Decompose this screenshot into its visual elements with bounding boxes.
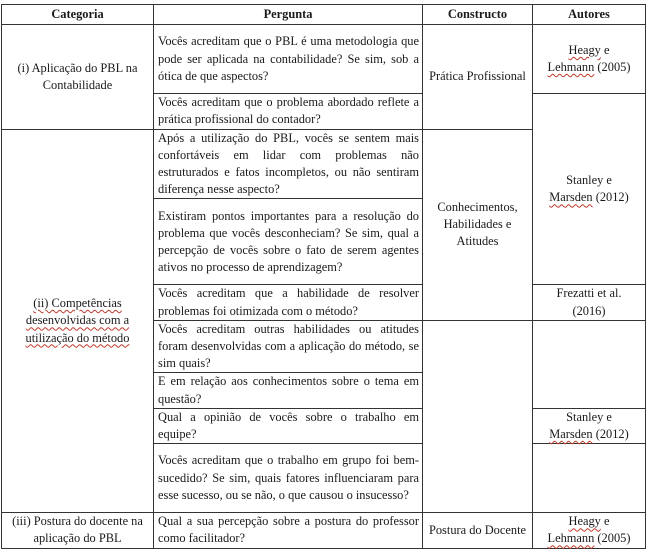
header-row: [2, 5, 646, 25]
question-cell-9: Vocês acreditam que o trabalho em grupo foi bem-sucedido? Se sim, quais fatores influenciaram para esse sucesso, ou se não, o que causou o insucesso?: [154, 444, 423, 513]
author-cell-2: [533, 94, 646, 285]
table-row: [2, 25, 646, 94]
category-cell-2: [2, 129, 154, 513]
author-connector: e: [600, 43, 610, 57]
question-cell-2: Vocês acreditam que o problema abordado reflete a prática profissional do contador?: [154, 94, 423, 129]
author-name: Marsden: [549, 190, 593, 205]
category-cell-1: (i) Aplicação do PBL na Contabilidade: [2, 25, 154, 129]
author-year: (2012): [592, 427, 629, 442]
author-year: (2005): [594, 60, 631, 75]
construct-cell-3: Postura do Docente: [423, 513, 533, 548]
author-cell-empty: [533, 444, 646, 513]
construct-cell-empty: [423, 320, 533, 512]
question-cell-10: Qual a sua percepção sobre a postura do professor como facilitador?: [154, 513, 423, 548]
author-cell-3: [533, 285, 646, 320]
header-autores: Autores: [533, 5, 646, 25]
header-pergunta: Pergunta: [154, 5, 423, 25]
author-cell-1: [533, 25, 646, 94]
author-name: Marsden: [549, 427, 593, 442]
header-constructo: Constructo: [423, 5, 533, 25]
question-cell-8: Qual a opinião de vocês sobre o trabalho em equipe?: [154, 408, 423, 443]
question-cell-6: Vocês acreditam outras habilidades ou atitudes foram desenvolvidas com a aplicação do método, se sim quais?: [154, 320, 423, 373]
question-cell-3: Após a utilização do PBL, vocês se sentem mais confortáveis em lidar com problemas não estruturados e fatos incompletos, ou não sentiram diferença nesse aspecto?: [154, 129, 423, 199]
author-year: (2016): [572, 303, 606, 318]
author-name: Heagy: [568, 514, 601, 529]
header-categoria: Categoria: [2, 5, 154, 25]
author-connector: e: [600, 514, 610, 529]
question-cell-5: Vocês acreditam que a habilidade de resolver problemas foi otimizada com o método?: [154, 285, 423, 320]
author-etal: et al.: [594, 286, 622, 301]
author-connector: e: [603, 409, 612, 424]
author-connector: e: [603, 173, 612, 188]
category-cell-3: (iii) Postura do docente na aplicação do PBL: [2, 513, 154, 548]
construct-cell-1: Prática Profissional: [423, 25, 533, 129]
author-cell-empty: [533, 320, 646, 408]
author-name: Lehmann: [547, 60, 595, 75]
research-questions-table: [1, 4, 646, 549]
question-cell-4: Existiram pontos importantes para a resolução do problema que vocês desconheciam? Se sim, qual a percepção de vocês sobre o fato de serem agentes ativos no processo de aprendizagem?: [154, 199, 423, 285]
author-name: Heagy: [568, 43, 601, 57]
author-name: Stanley: [566, 173, 604, 188]
question-cell-1: Vocês acreditam que o PBL é uma metodologia que pode ser aplicada na contabilidade? Se sim, sob a ótica de que aspectos?: [154, 25, 423, 94]
author-year: (2005): [594, 531, 631, 546]
author-name: Lehmann: [547, 531, 595, 546]
author-name: Stanley: [566, 409, 604, 424]
category-label: (ii) Competências desenvolvidas com a utilização do método: [25, 296, 130, 345]
author-cell-4: [533, 408, 646, 443]
question-cell-7: E em relação aos conhecimentos sobre o tema em questão?: [154, 373, 423, 408]
author-cell-5: [533, 513, 646, 548]
table-row: [2, 513, 646, 548]
author-year: (2012): [592, 190, 629, 205]
document-page: [1, 4, 646, 549]
author-name: Frezatti: [556, 286, 595, 301]
construct-cell-2: Conhecimentos, Habilidades e Atitudes: [423, 129, 533, 320]
